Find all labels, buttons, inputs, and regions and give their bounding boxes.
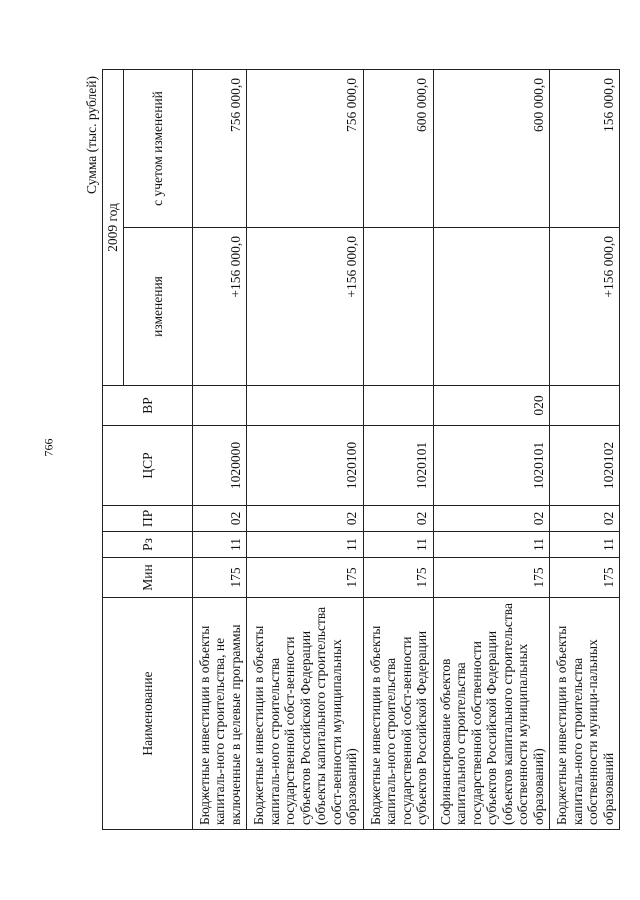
header-name: Наименование — [103, 598, 193, 830]
cell-csr: 1020102 — [550, 426, 620, 506]
cell-name: Бюджетные инвестиции в объекты капиталь-ного строительства собственности муници-пальных образований — [550, 598, 620, 830]
cell-total: 756 000,0 — [247, 70, 364, 228]
cell-min: 175 — [433, 558, 550, 598]
header-row — [103, 70, 124, 830]
header-year: 2009 год — [103, 70, 124, 386]
cell-changes: +156 000,0 — [192, 228, 247, 386]
cell-csr: 1020101 — [363, 426, 433, 506]
cell-csr: 1020100 — [247, 426, 364, 506]
header-rz: Рз — [103, 532, 193, 558]
cell-pr: 02 — [192, 506, 247, 532]
cell-total: 600 000,0 — [433, 70, 550, 228]
cell-total: 156 000,0 — [550, 70, 620, 228]
table-row — [433, 70, 550, 830]
cell-rz: 11 — [550, 532, 620, 558]
cell-name: Бюджетные инвестиции в объекты капиталь-ного строительства, не включенные в целевые программы — [192, 598, 247, 830]
table-row — [550, 70, 620, 830]
table-row — [247, 70, 364, 830]
cell-vr — [192, 386, 247, 426]
cell-rz: 11 — [363, 532, 433, 558]
cell-name: Бюджетные инвестиции в объекты капиталь-ного строительства государственной собст-венности субъектов Российской Федерации — [363, 598, 433, 830]
cell-pr: 02 — [247, 506, 364, 532]
cell-pr: 02 — [363, 506, 433, 532]
header-min: Мин — [103, 558, 193, 598]
header-with-changes: с учетом изменений — [123, 70, 192, 228]
cell-rz: 11 — [247, 532, 364, 558]
table-row — [363, 70, 433, 830]
cell-name: Софинансирование объектов капитального строительства государственной собственности субъектов Российской Федерации (объектов капитального строительства собственности муниципальных образований) — [433, 598, 550, 830]
cell-min: 175 — [550, 558, 620, 598]
cell-rz: 11 — [433, 532, 550, 558]
cell-vr — [363, 386, 433, 426]
cell-csr: 1020101 — [433, 426, 550, 506]
cell-pr: 02 — [550, 506, 620, 532]
table-row — [192, 70, 247, 830]
cell-vr: 020 — [433, 386, 550, 426]
header-changes: изменения — [123, 228, 192, 386]
header-csr: ЦСР — [103, 426, 193, 506]
cell-changes: +156 000,0 — [247, 228, 364, 386]
header-vr: ВР — [103, 386, 193, 426]
cell-changes: +156 000,0 — [550, 228, 620, 386]
cell-pr: 02 — [433, 506, 550, 532]
units-label: Сумма (тыс. рублей) — [84, 76, 99, 194]
budget-table — [102, 69, 620, 830]
cell-vr — [550, 386, 620, 426]
cell-changes — [433, 228, 550, 386]
cell-name: Бюджетные инвестиции в объекты капиталь-ного строительства государственной собст-венности субъектов Российской Федерации (объекты капитального строительства собст-венности муниципальных образований) — [247, 598, 364, 830]
cell-total: 756 000,0 — [192, 70, 247, 228]
cell-min: 175 — [363, 558, 433, 598]
cell-min: 175 — [192, 558, 247, 598]
rotated-budget-table-page — [70, 70, 616, 830]
page-number: 766 — [41, 438, 56, 457]
header-pr: ПР — [103, 506, 193, 532]
cell-rz: 11 — [192, 532, 247, 558]
cell-csr: 1020000 — [192, 426, 247, 506]
cell-vr — [247, 386, 364, 426]
cell-min: 175 — [247, 558, 364, 598]
cell-total: 600 000,0 — [363, 70, 433, 228]
cell-changes — [363, 228, 433, 386]
